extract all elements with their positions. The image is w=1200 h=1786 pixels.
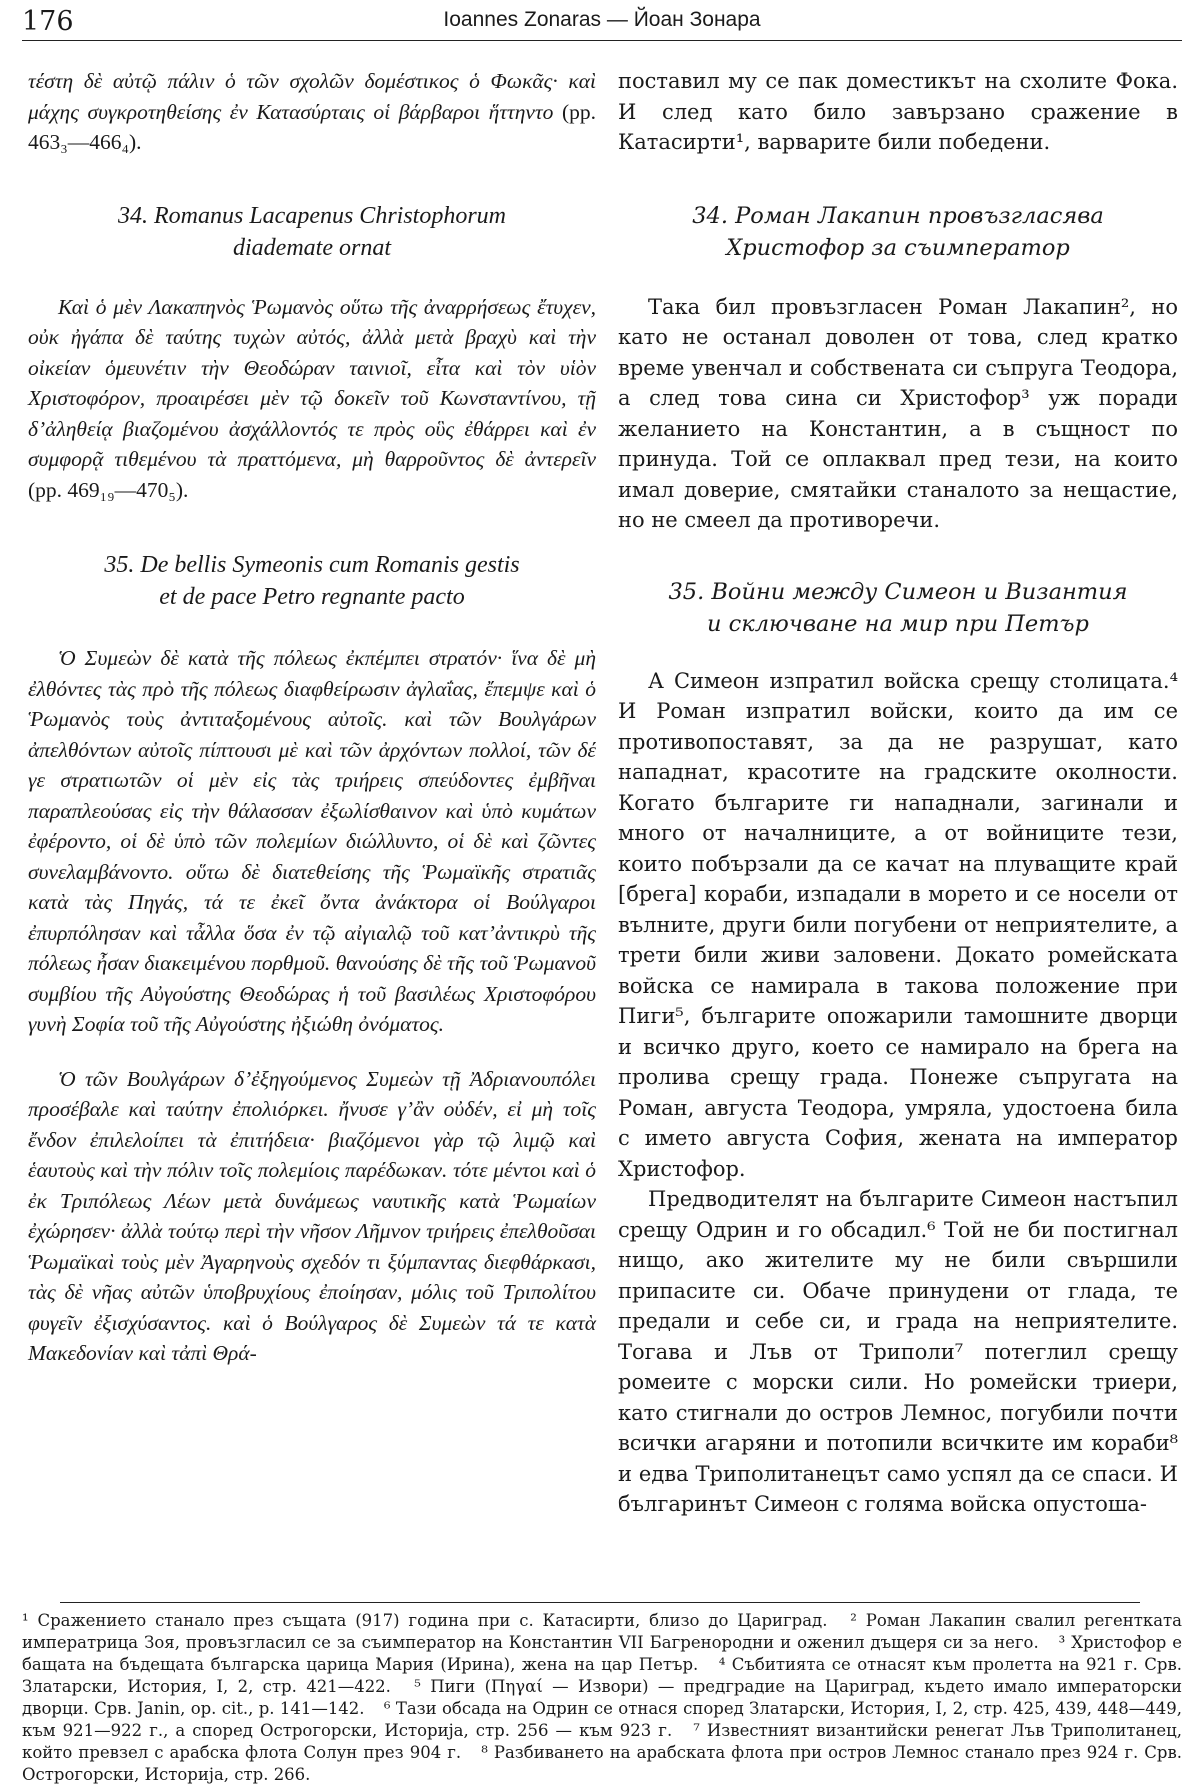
section-34-bulgarian-text: Така бил провъзгласен Роман Лакапин², но като не останал доволен от това, след кратко време увенчал и собствената си съпруга Теодора, а след това сина си Христофор³ уж поради желанието на Константин, а в същност по принуда. Той се оплаквал пред тези, на които имал доверие, смятайки станалото за нещастие, но не смеел да противоречи.: [618, 294, 1178, 532]
running-title: Ioannes Zonaras — Йоан Зонара: [443, 8, 761, 31]
footnote-7: ⁷ Известният византийски ренегат Лъв Триполитанец, който превзел с арабска флота Солун през 904 г.: [22, 1721, 1182, 1762]
footnote-3: ³ Христофор е бащата на бъдещата българска царица Мария (Ирина), жена на цар Петър.: [22, 1633, 1183, 1674]
footnote-8: ⁸ Разбиването на арабската флота при остров Лемнос станало през 924 г. Срв. Острогорски, Историја, стр. 266.: [22, 1743, 1182, 1784]
greek-intro: τέστη δὲ αὐτῷ πάλιν ὁ τῶν σχολῶν δομέστικος ὁ Φωκᾶς· καὶ μάχης συγκροτηθείσης ἐν Κατασύρταις οἱ βάρβαροι ἥττηντο (pp. 463₃—466₄).: [28, 69, 597, 154]
footnote-1: ¹ Сражението станало през същата (917) година при с. Катасирти, близо до Цариград.: [22, 1611, 828, 1630]
section-34-title-bulgarian: 34. Роман Лакапин провъзгласява Христофор за съимператор: [692, 202, 1104, 261]
greek-intro-ref: (pp. 463₃—466₄).: [28, 99, 597, 154]
footnote-2: ² Роман Лакапин свалил регентката императрица Зоя, провъзгласил се за съимператор на Константин VII Багренородни и оженил дъщеря си за него.: [22, 1611, 1182, 1652]
section-35-title-latin: 35. De bellis Symeonis cum Romanis gestis et de pace Petro regnante pacto: [104, 552, 520, 610]
section-35-bulgarian-text-2: Предводителят на българите Симеон настъпил срещу Одрин и го обсадил.⁶ Той не би постигнал нищо, ако жителите му не били свършили припасите си. Обаче принудени от глада, те предали и себе си, и града на неприятелите. Тогава и Лъв от Триполи⁷ потеглил срещу ромеите с морски сили. Но ромейски триери, като стигнали до остров Лемнос, погубили почти всички агаряни и потопили всичките им кораби⁸ и едва Триполитанецът само успял да се спаси. И българинът Симеон с голяма войска опустоша-: [618, 1187, 1178, 1516]
greek-column: [28, 66, 596, 1369]
bulgarian-intro: поставил му се пак доместикът на схолите Фока. И след като било завързано сражение в Катасирти¹, варварите били победени.: [618, 69, 1178, 154]
section-35-title-bulgarian: 35. Войни между Симеон и Византия и сключване на мир при Петър: [668, 578, 1128, 637]
section-34-title-latin: 34. Romanus Lacapenus Christophorum diademate ornat: [117, 202, 507, 261]
page-number: 176: [22, 6, 74, 37]
footnotes: [22, 1610, 1182, 1786]
footnote-4: ⁴ Събитията се отнасят към пролетта на 921 г. Срв. Златарски, История, I, 2, стр. 421—422.: [22, 1655, 1182, 1696]
footnote-5: ⁵ Пиги (Πηγαί — Извори) — предградие на Цариград, където имало императорски дворци. Срв. Janin, op. cit., p. 141—142.: [22, 1677, 1182, 1718]
section-34-greek-ref: (pp. 469₁₉—470₅).: [28, 477, 189, 502]
footnote-6: ⁶ Тази обсада на Одрин се отнася според Златарски, История, I, 2, стр. 425, 439, 448—449, към 921—922 г., а според Острогорски, Историја, стр. 256 — към 923 г.: [22, 1699, 1183, 1740]
footnote-divider: [60, 1602, 1140, 1603]
page-header: [22, 4, 1182, 41]
section-34-greek-text: Καὶ ὁ μὲν Λακαπηνὸς Ῥωμανὸς οὕτω τῆς ἀναρρήσεως ἔτυχεν, οὐκ ἠγάπα δὲ ταύτης τυχὼν αὐτός, ἀλλὰ μετὰ βραχὺ καὶ τὴν οἰκείαν ὁμευνέτιν τὴν Θεοδώραν ταινιοῖ, εἶτα καὶ τὸν υἱὸν Χριστοφόρον, προαιρέσει μὲν τῷ δοκεῖν τοῦ Κωνσταντίνου, τῇ δ’ἀληθείᾳ βιαζομένου ἀσχάλλοντός τε πρὸς οὓς ἐθάρρει καὶ ἐν συμφορᾷ τιθεμένου τὰ πραττόμενα, μὴ θαρροῦντος δὲ ἀντερεῖν (pp. 469₁₉—470₅).: [28, 294, 596, 502]
bulgarian-column: [618, 66, 1178, 1520]
section-35-greek-text-1: Ὁ Συμεὼν δὲ κατὰ τῆς πόλεως ἐκπέμπει στρατόν· ἵνα δὲ μὴ ἐλθόντες τὰς πρὸ τῆς πόλεως διαφθείρωσιν ἀγλαΐας, ἔπεμψε καὶ ὁ Ῥωμανὸς τοὺς ἀντιταξομένους αὐτοῖς. καὶ τῶν Βουλγάρων ἀπελθόντων αὐτοῖς πίπτουσι μὲ καὶ τῶν ἀρχόντων πολλοί, τῶν δέ γε στρατιωτῶν οἱ μὲν εἰς τὰς τριήρεις σπεύδοντες ἐμβῆναι παραπλεούσας εἰς τὴν θάλασσαν ἐξωλίσθαινον καὶ ὑπὸ κυμάτων ἐφέροντο, οἱ δὲ ὑπὸ τῶν πολεμίων διώλλυντο, οἱ δὲ καὶ ζῶντες συνελαμβάνοντο. οὕτω δὲ διατεθείσης τῆς Ῥωμαϊκῆς στρατιᾶς κατὰ τὰς Πηγάς, τά τε ἐκεῖ ὄντα ἀνάκτορα οἱ Βούλγαροι ἐπυρπόλησαν καὶ τἆλλα ὅσα ἐν τῷ αἰγιαλῷ τοῦ κατ’ἀντικρὺ τῆς πόλεως ἦσαν διακειμένου πορθμοῦ. θανούσης δὲ τῆς τοῦ Ῥωμανοῦ συμβίου τῆς Αὐγούστης Θεοδώρας ἡ τοῦ βασιλέως Χριστοφόρου γυνὴ Σοφία τοῦ τῆς Αὐγούστης ἠξιώθη ὀνόματος.: [28, 646, 596, 1036]
section-35-greek-text-2: Ὁ τῶν Βουλγάρων δ’ἐξηγούμενος Συμεὼν τῇ Ἀδριανουπόλει προσέβαλε καὶ ταύτην ἐπολιόρκει. ἤνυσε γ’ἂν οὐδέν, εἰ μὴ τοῖς ἔνδον ἐπιλελοίπει τὰ ἐπιτήδεια· βιαζόμενοι γὰρ τῷ λιμῷ καὶ ἑαυτοὺς καὶ τὴν πόλιν τοῖς πολεμίοις παρέδωκαν. τότε μέντοι καὶ ὁ ἐκ Τριπόλεως Λέων μετὰ δυνάμεως ναυτικῆς κατὰ Ῥωμαίων ἐχώρησεν· ἀλλὰ τούτῳ περὶ τὴν νῆσον Λῆμνον τριήρεις ἐπελθοῦσαι Ῥωμαϊκαὶ τοὺς μὲν Ἀγαρηνοὺς σχεδόν τι ξύμπαντας διεφθάρκασι, τὰς δὲ νῆας αὐτῶν ὑποβρυχίους ἐποίησαν, μόλις τοῦ Τριπολίτου φυγεῖν ἐξισχύσαντος. καὶ ὁ Βούλγαρος δὲ Συμεὼν τά τε κατὰ Μακεδονίαν καὶ τἀπὶ Θρά-: [28, 1066, 596, 1365]
section-35-bulgarian-text-1: А Симеон изпратил войска срещу столицата.⁴ И Роман изпратил войски, които да им се противопоставят, за да не разрушат, като нападнат, красотите на градските околности. Когато българите ги нападнали, загинали и много от началниците, а от войниците тези, които побързали да се качат на плуващите край [брега] кораби, изпадали в морето и се носели от вълните, други били погубени от неприятелите, а трети били живи заловени. Докато ромейската войска се намирала в такова положение при Пиги⁵, българите опожарили тамошните дворци и всичко друго, което се намирало на брега на пролива срещу града. Понеже съпругата на Роман, августа Теодора, умряла, удостоена била с името августа София, жената на император Христофор.: [618, 668, 1178, 1181]
